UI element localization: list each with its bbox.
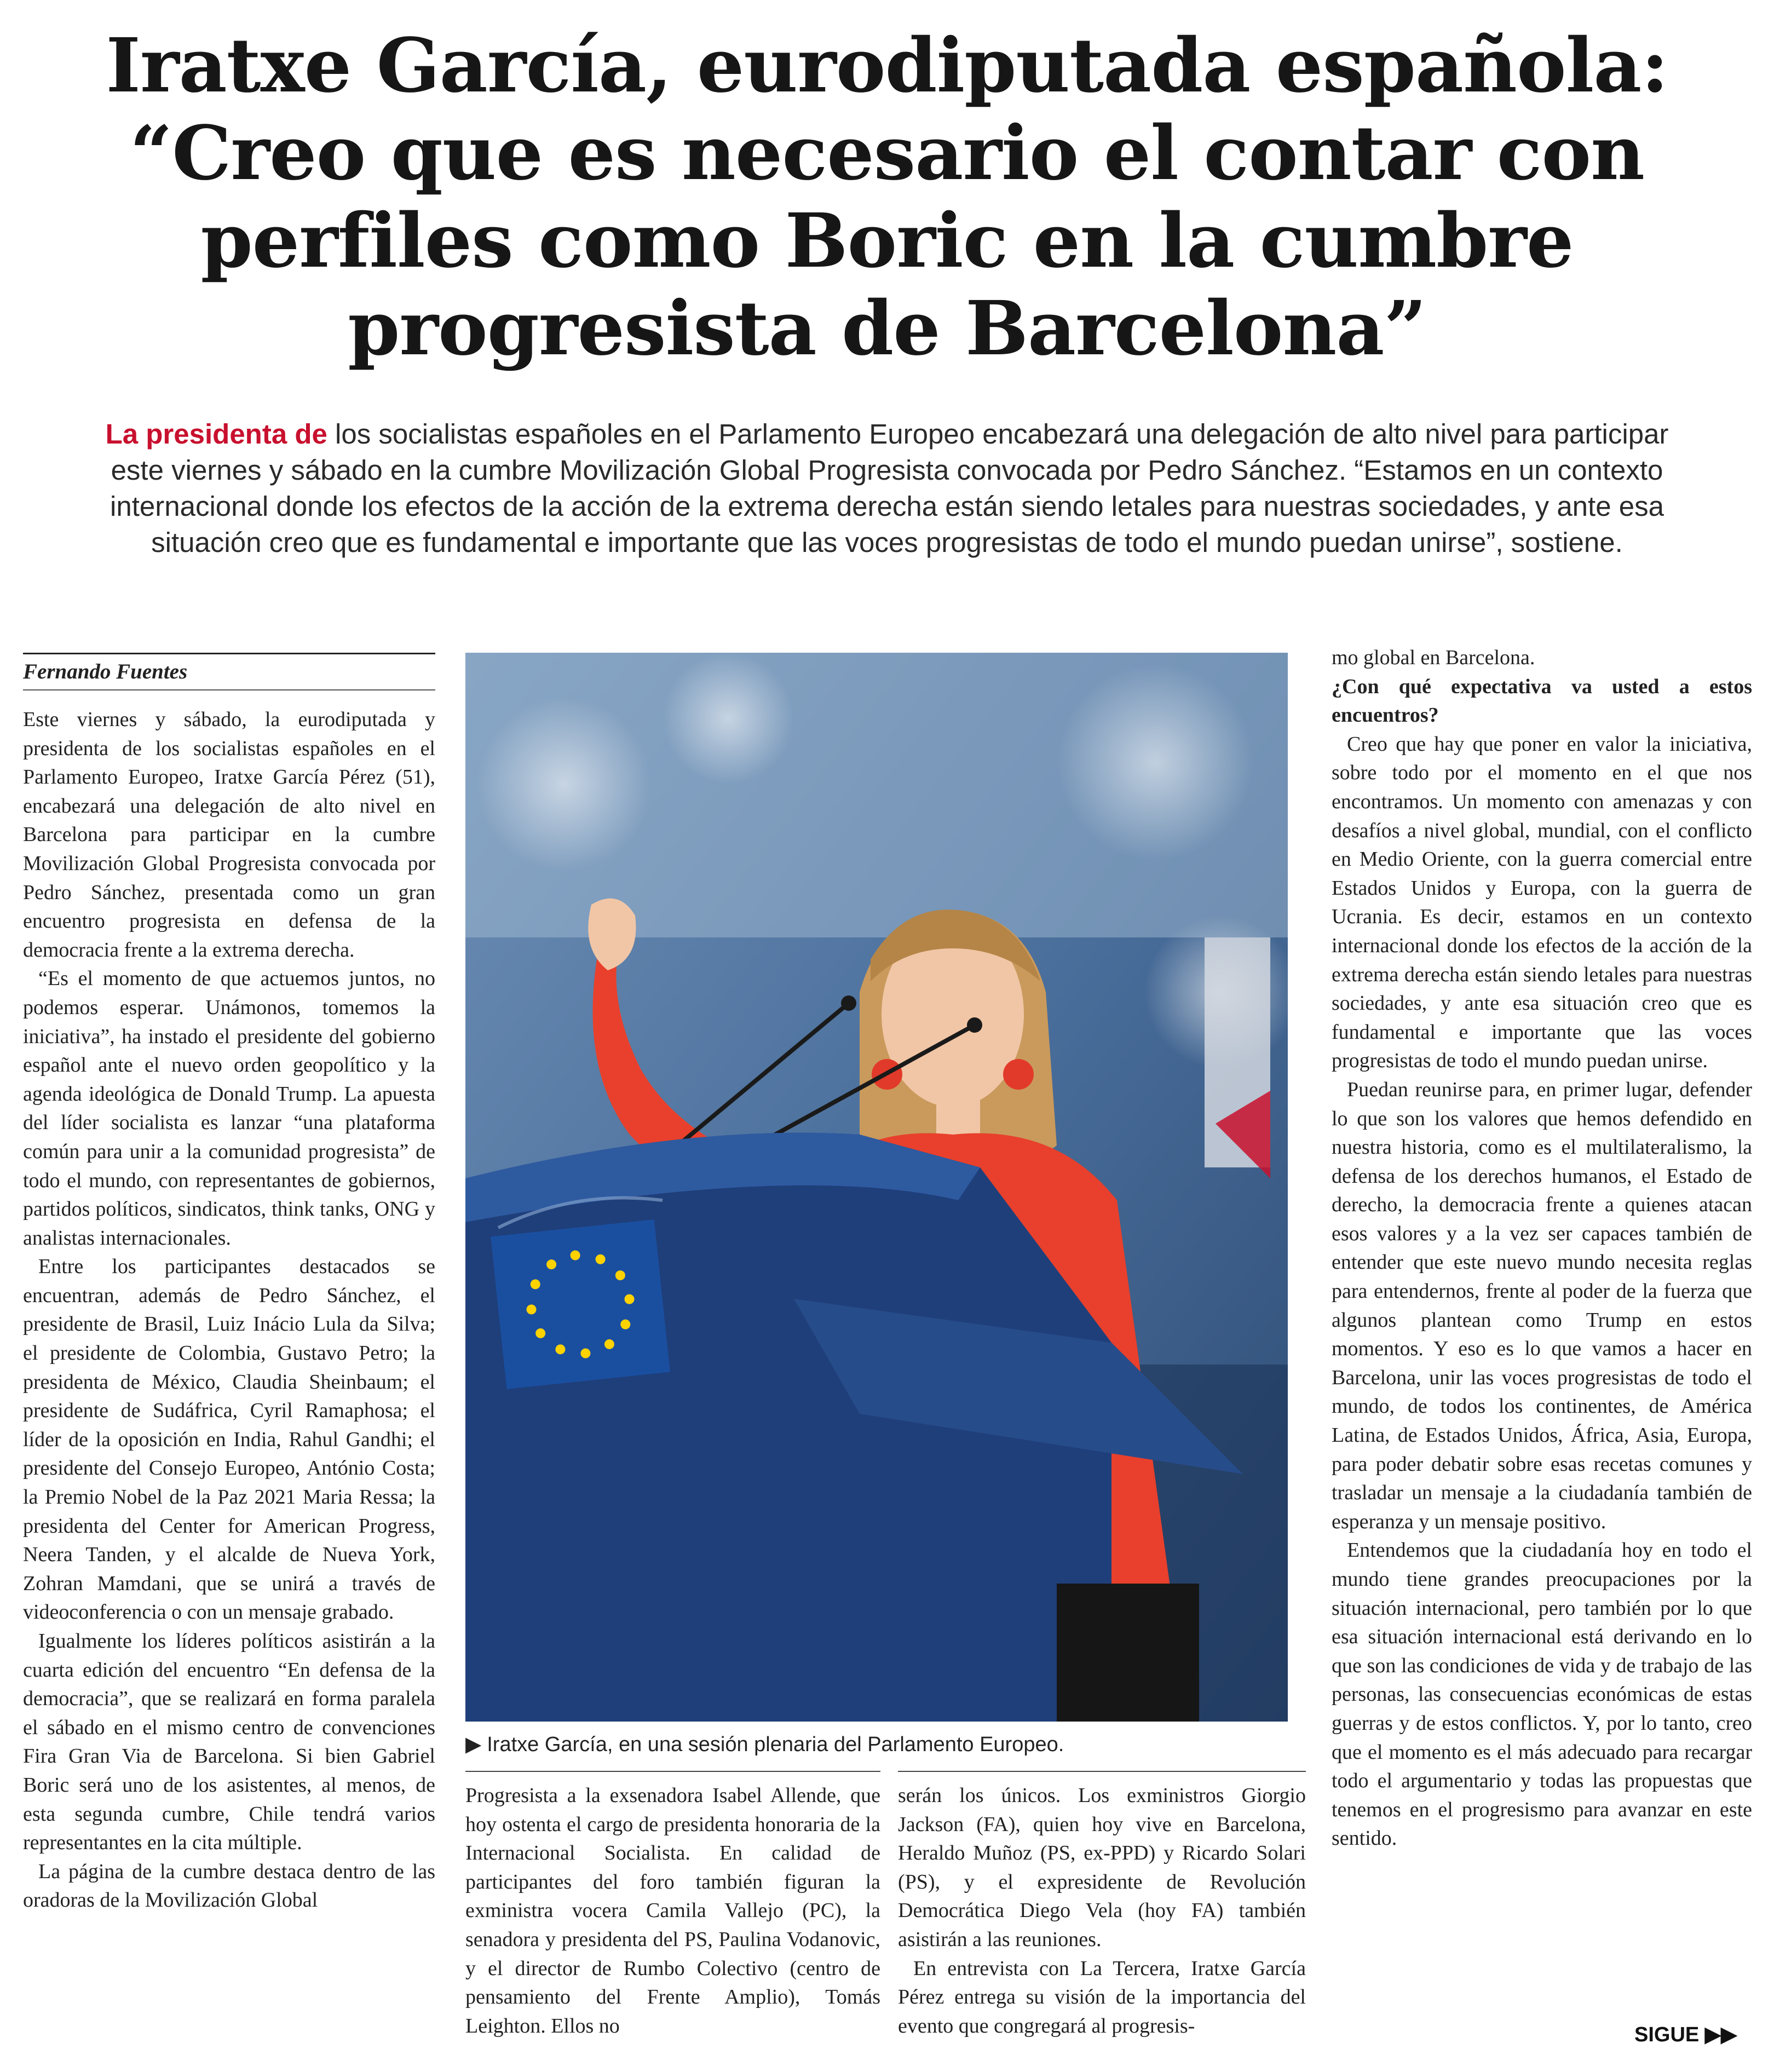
- headline-line-3: perfiles como Boric en la cumbre: [200, 197, 1574, 285]
- column-divider-rule: [898, 1771, 1306, 1772]
- lead-line-1-text: los socialistas españoles en el Parlamento Europeo encabezará una delegación de alto nivel para participar: [327, 418, 1669, 450]
- lead-line-2: este viernes y sábado en la cumbre Movilización Global Progresista convocada por Pedro Sánchez. “Estamos en un contexto: [111, 454, 1663, 486]
- photo-illustration: [465, 653, 1288, 1722]
- headline-line-2: “Creo que es necesario el contar con: [129, 110, 1645, 197]
- headline: [55, 22, 1719, 372]
- double-forward-icon: ▶▶: [1699, 2023, 1737, 2046]
- article-paragraph: “Es el momento de que actuemos juntos, no podemos esperar. Unámonos, tomemos la iniciativa”, ha instado el presidente del gobierno español ante el nuevo orden geopolítico y la agenda ideológica de Donald Trump. La apuesta del líder socialista es lanzar “una plataforma común para unir a la comunidad progresista” de todo el mundo, con representantes de gobiernos, partidos políticos, sindicatos, think tanks, ONG y analistas internacionales.: [23, 967, 435, 1250]
- column-1: [23, 705, 435, 1915]
- article-paragraph: La página de la cumbre destaca dentro de las oradoras de la Movilización Global: [23, 1860, 435, 1912]
- photo-caption: [465, 1731, 1288, 1758]
- play-triangle-icon: ▶: [465, 1733, 482, 1756]
- column-4: [1332, 643, 1752, 1853]
- interview-question: ¿Con qué expectativa va usted a estos encuentros?: [1332, 675, 1752, 727]
- article-photo: [465, 653, 1288, 1722]
- article-paragraph: mo global en Barcelona.: [1332, 646, 1535, 669]
- article-paragraph: Igualmente los líderes políticos asistirán a la cuarta edición del encuentro “En defensa de la democracia”, que se realizará en forma paralela el sábado en el mismo centro de convenciones Fira Gran Via de Barcelona. Si bien Gabriel Boric será uno de los asistentes, al menos, de esta segunda cumbre, Chile tendrá varios representantes en la cita múltiple.: [23, 1630, 435, 1855]
- lead-kicker: La presidenta de: [105, 418, 327, 450]
- headline-line-4: progresista de Barcelona”: [348, 285, 1426, 372]
- continue-label: SIGUE: [1634, 2023, 1700, 2046]
- column-divider-rule: [465, 1771, 880, 1772]
- article-paragraph: serán los únicos. Los exministros Giorgio Jackson (FA), quien hoy vive en Barcelona, Heraldo Muñoz (PS, ex-PPD) y Ricardo Solari (PS), y el expresidente de Revolución Democrática Diego Vela (hoy FA) también asistirán a las reuniones.: [898, 1784, 1306, 1951]
- interview-answer: Puedan reunirse para, en primer lugar, defender lo que son los valores que hemos defendido en nuestra historia, como es el multilateralismo, la defensa de los derechos humanos, el Estado de derecho, la democracia frente a quienes atacan esos valores y a la vez ser capaces también de entender que este nuevo mundo necesita reglas para entendernos, frente al poder de la fuerza que algunos plantean como Trump en estos momentos. Y eso es lo que vamos a hacer en Barcelona, unir las voces progresistas de todo el mundo, de todos los continentes, de América Latina, de Estados Unidos, África, Asia, Europa, para poder debatir sobre esas recetas comunes y trasladar un mensaje a la ciudadanía también de esperanza y un mensaje positivo.: [1332, 1078, 1752, 1533]
- article-paragraph: Entre los participantes destacados se encuentran, además de Pedro Sánchez, el presidente de Brasil, Luiz Inácio Lula da Silva; el presidente de Colombia, Gustavo Petro; la presidenta de México, Claudia Sheinbaum; el presidente de Sudáfrica, Cyril Ramaphosa; el líder de la oposición en India, Rahul Gandhi; el presidente del Consejo Europeo, António Costa; la Premio Nobel de la Paz 2021 Maria Ressa; la presidenta del Center for American Progress, Neera Tanden, y el alcalde de Nueva York, Zohran Mamdani, que se unirá a través de videoconferencia o con un mensaje grabado.: [23, 1255, 435, 1624]
- interview-answer: Creo que hay que poner en valor la iniciativa, sobre todo por el momento en el que nos encontramos. Un momento con amenazas y con desafíos a nivel global, mundial, con el conflicto en Medio Oriente, con la guerra comercial entre Estados Unidos y Europa, con la guerra de Ucrania. Es decir, estamos en un contexto internacional donde los efectos de la acción de la extrema derecha están siendo letales para nuestras sociedades, y ante esa situación creo que es fundamental e importante que las voces progresistas de todo el mundo puedan unirse.: [1332, 732, 1752, 1073]
- headline-line-1: Iratxe García, eurodiputada española:: [106, 22, 1668, 110]
- interview-answer: Entendemos que la ciudadanía hoy en todo el mundo tiene grandes preocupaciones por la situación internacional, pero también por lo que esa situación internacional está derivando en lo que son las condiciones de vida y de trabajo de las personas, las consecuencias económicas de estas guerras y de estos conflictos. Y, por lo tanto, creo que el momento es el más adecuado para recargar todo el argumentario y todas las propuestas que tenemos en el progresismo para avanzar en este sentido.: [1332, 1539, 1752, 1850]
- author-byline: Fernando Fuentes: [23, 653, 435, 690]
- continue-marker: [1634, 2022, 1755, 2048]
- lead-paragraph: [33, 416, 1741, 561]
- lead-line-1: [33, 416, 1741, 452]
- article-paragraph: En entrevista con La Tercera, Iratxe García Pérez entrega su visión de la importancia del evento que congregará al progresis-: [898, 1956, 1306, 2038]
- column-2: [465, 1781, 880, 2040]
- caption-text: Iratxe García, en una sesión plenaria del Parlamento Europeo.: [487, 1733, 1064, 1756]
- lead-line-3: internacional donde los efectos de la acción de la extrema derecha están siendo letales para nuestras sociedades, y ante esa: [110, 491, 1664, 522]
- column-3: [898, 1781, 1306, 2040]
- article-paragraph: Este viernes y sábado, la eurodiputada y presidenta de los socialistas españoles en el Parlamento Europeo, Iratxe García Pérez (51), encabezará una delegación de alto nivel en Barcelona para participar en la cumbre Movilización Global Progresista convocada por Pedro Sánchez, presentada como un gran encuentro progresista en defensa de la democracia frente a la extrema derecha.: [23, 708, 435, 962]
- article-paragraph: Progresista a la exsenadora Isabel Allende, que hoy ostenta el cargo de presidenta honoraria de la Internacional Socialista. En calidad de participantes del foro también figuran la exministra vocera Camila Vallejo (PC), la senadora y presidenta del PS, Paulina Vodanovic, y el director de Rumbo Colectivo (centro de pensamiento del Frente Amplio), Tomás Leighton. Ellos no: [465, 1784, 880, 2038]
- lead-line-4: situación creo que es fundamental e importante que las voces progresistas de todo el mundo puedan unirse”, sostiene.: [151, 527, 1623, 558]
